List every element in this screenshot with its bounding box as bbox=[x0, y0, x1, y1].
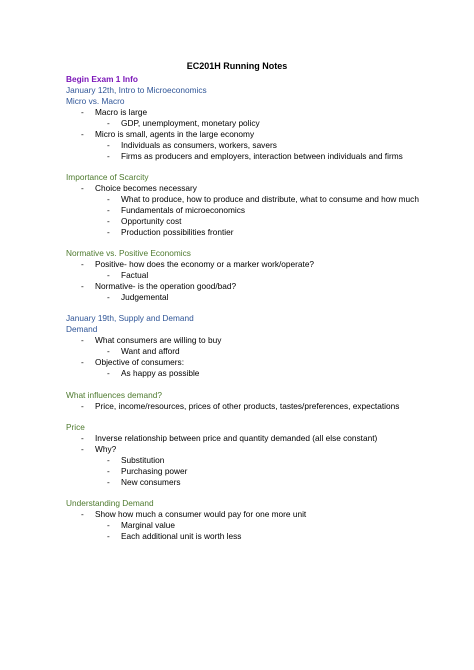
bullet: - bbox=[107, 455, 110, 465]
note-line: Marginal value bbox=[121, 520, 175, 530]
bullet: - bbox=[107, 270, 110, 280]
note-line: Firms as producers and employers, interaction between individuals and firms bbox=[121, 151, 403, 161]
bullet: - bbox=[81, 129, 84, 139]
bullet: - bbox=[81, 259, 84, 269]
bullet: - bbox=[107, 368, 110, 378]
note-line: Purchasing power bbox=[121, 466, 188, 476]
bullet: - bbox=[107, 477, 110, 487]
note-line: Objective of consumers: bbox=[95, 357, 184, 367]
subheading: Demand bbox=[66, 324, 98, 334]
note-line: Price, income/resources, prices of other products, tastes/preferences, expectations bbox=[95, 401, 400, 411]
note-line: Positive- how does the economy or a marker work/operate? bbox=[95, 259, 315, 269]
note-line: Micro is small, agents in the large economy bbox=[95, 129, 255, 139]
note-line: Show how much a consumer would pay for one more unit bbox=[95, 509, 307, 519]
subheading: Importance of Scarcity bbox=[66, 172, 149, 182]
note-line: What consumers are willing to buy bbox=[95, 335, 222, 345]
note-line: Substitution bbox=[121, 455, 165, 465]
subheading: Understanding Demand bbox=[66, 498, 154, 508]
bullet: - bbox=[107, 520, 110, 530]
note-line: Why? bbox=[95, 444, 117, 454]
note-line: Normative- is the operation good/bad? bbox=[95, 281, 237, 291]
bullet: - bbox=[107, 227, 110, 237]
date-heading: January 12th, Intro to Microeconomics bbox=[66, 85, 207, 95]
bullet: - bbox=[81, 357, 84, 367]
note-line: Fundamentals of microeconomics bbox=[121, 205, 246, 215]
bullet: - bbox=[107, 194, 110, 204]
bullet: - bbox=[81, 401, 84, 411]
note-line: Judgemental bbox=[121, 292, 169, 302]
bullet: - bbox=[81, 433, 84, 443]
bullet: - bbox=[107, 292, 110, 302]
bullet: - bbox=[81, 183, 84, 193]
note-line: Inverse relationship between price and quantity demanded (all else constant) bbox=[95, 433, 378, 443]
note-line: Want and afford bbox=[121, 346, 180, 356]
note-line: What to produce, how to produce and distribute, what to consume and how much bbox=[121, 194, 419, 204]
bullet: - bbox=[107, 151, 110, 161]
bullet: - bbox=[81, 281, 84, 291]
note-line: Individuals as consumers, workers, savers bbox=[121, 140, 277, 150]
exam-heading: Begin Exam 1 Info bbox=[66, 74, 138, 84]
note-line: Choice becomes necessary bbox=[95, 183, 197, 193]
note-line: Production possibilities frontier bbox=[121, 227, 234, 237]
subheading: Price bbox=[66, 422, 85, 432]
note-line: As happy as possible bbox=[121, 368, 200, 378]
bullet: - bbox=[81, 509, 84, 519]
bullet: - bbox=[81, 444, 84, 454]
bullet: - bbox=[81, 335, 84, 345]
subheading: What influences demand? bbox=[66, 390, 162, 400]
bullet: - bbox=[107, 216, 110, 226]
page-title: EC201H Running Notes bbox=[186, 61, 288, 71]
bullet: - bbox=[107, 205, 110, 215]
bullet: - bbox=[107, 346, 110, 356]
note-line: Opportunity cost bbox=[121, 216, 182, 226]
bullet: - bbox=[107, 118, 110, 128]
bullet: - bbox=[107, 531, 110, 541]
bullet: - bbox=[107, 466, 110, 476]
note-line: New consumers bbox=[121, 477, 181, 487]
note-line: Factual bbox=[121, 270, 149, 280]
bullet: - bbox=[81, 107, 84, 117]
note-line: Each additional unit is worth less bbox=[121, 531, 242, 541]
note-line: Macro is large bbox=[95, 107, 148, 117]
note-line: GDP, unemployment, monetary policy bbox=[121, 118, 260, 128]
subheading: Normative vs. Positive Economics bbox=[66, 248, 191, 258]
date-heading: January 19th, Supply and Demand bbox=[66, 313, 194, 323]
bullet: - bbox=[107, 140, 110, 150]
subheading: Micro vs. Macro bbox=[66, 96, 125, 106]
